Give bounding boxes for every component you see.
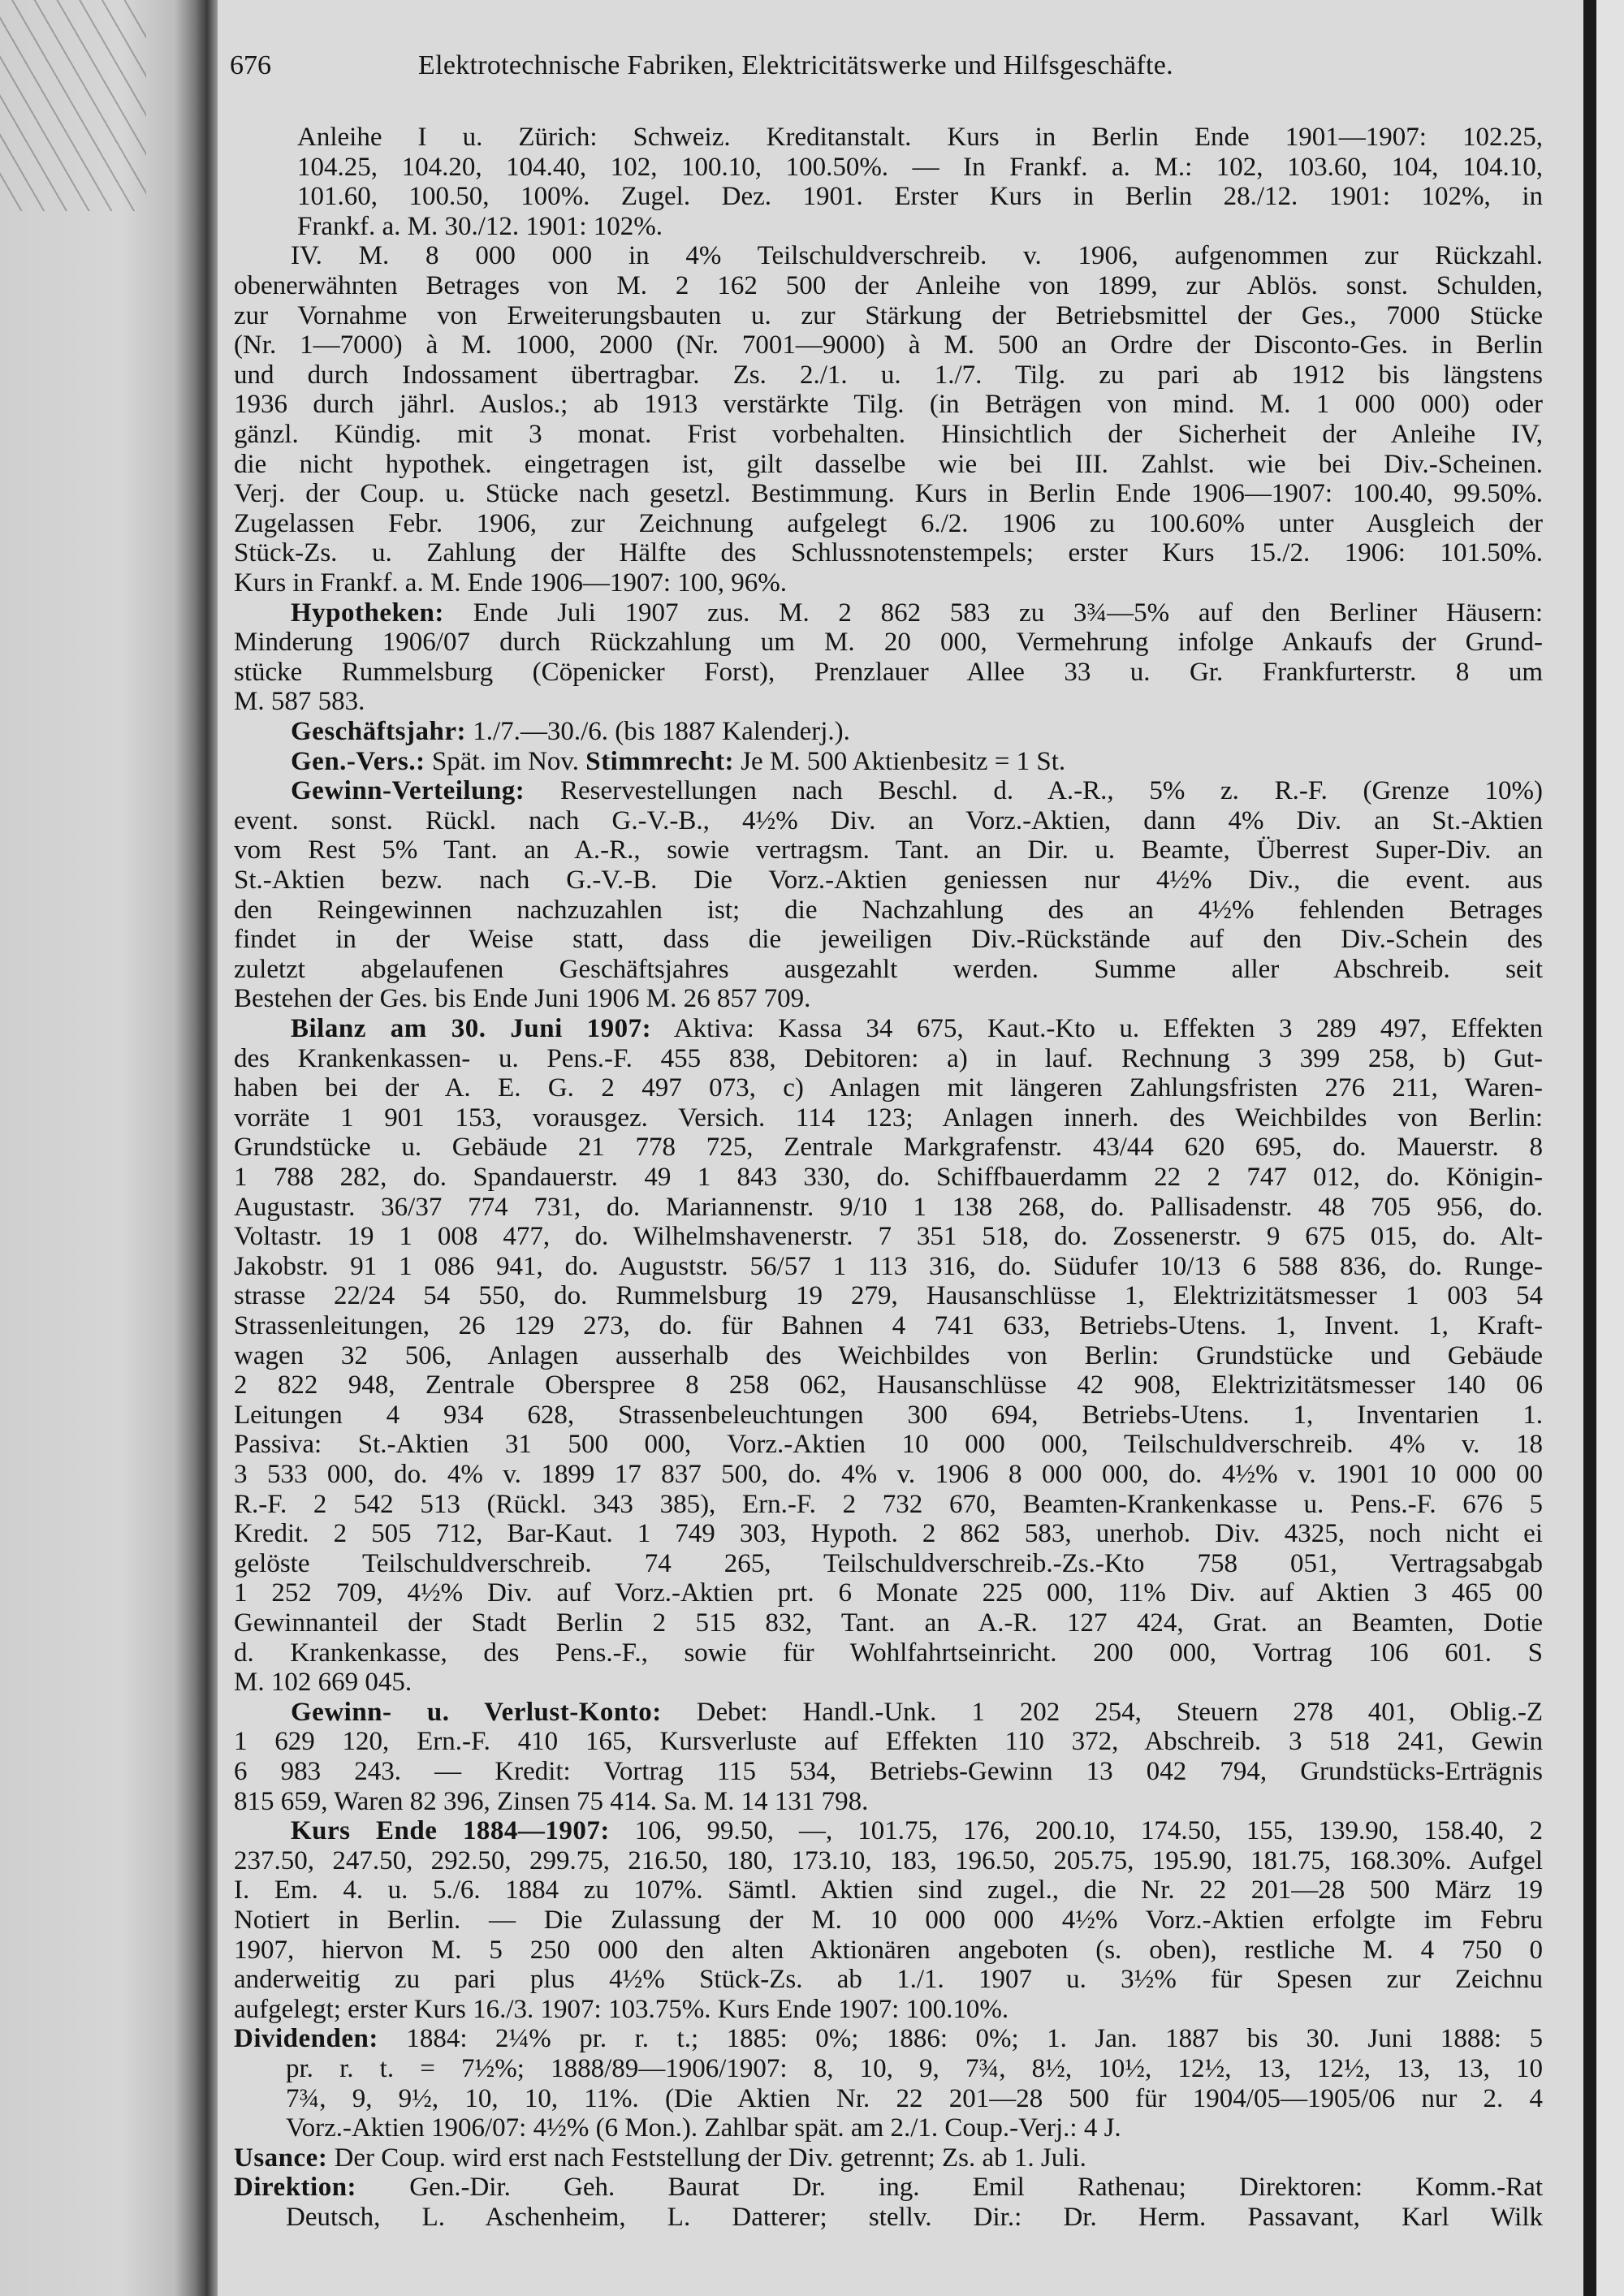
line-text: Aktiva: Kassa 34 675, Kaut.-Kto u. Effekten 3 289 497, Effekten: [651, 1014, 1543, 1043]
line-text: anderweitig zu pari plus 4½% Stück-Zs. ab 1./1. 1907 u. 3½% für Spesen zur Zeichnu: [234, 1965, 1543, 1995]
line-text: haben bei der A. E. G. 2 497 073, c) Anlagen mit längeren Zahlungsfristen 276 211, Waren-: [234, 1073, 1543, 1103]
line-text: I. Em. 4. u. 5./6. 1884 zu 107%. Sämtl. Aktien sind zugel., die Nr. 22 201—28 500 März 19: [234, 1875, 1543, 1905]
bold-heading: Hypotheken:: [291, 598, 444, 628]
text-line: [234, 955, 1543, 984]
line-text: M. 587 583.: [234, 687, 365, 717]
text-line: [234, 301, 1543, 330]
text-line: [234, 2173, 1543, 2202]
line-text: 1 629 120, Ern.-F. 410 165, Kursverluste auf Effekten 110 372, Abschreib. 3 518 241, Gewin: [234, 1727, 1543, 1757]
line-text: des Krankenkassen- u. Pens.-F. 455 838, Debitoren: a) in lauf. Rechnung 3 399 258, b) Gut-: [234, 1043, 1543, 1073]
text-line: [234, 509, 1543, 538]
text-line: [234, 1519, 1543, 1548]
line-text: d. Krankenkasse, des Pens.-F., sowie für Wohlfahrtseinricht. 200 000, Vortrag 106 601. S: [234, 1638, 1543, 1668]
line-text: Debet: Handl.-Unk. 1 202 254, Steuern 278 401, Oblig.-Z: [661, 1697, 1543, 1727]
text-line: [234, 360, 1543, 390]
text-line: [291, 598, 1543, 628]
line-text: Stück-Zs. u. Zahlung der Hälfte des Schlussnotenstempels; erster Kurs 15./2. 1906: 101.50%.: [234, 538, 1543, 568]
line-text: pr. r. t. = 7½%; 1888/89—1906/1907: 8, 10, 9, 7¾, 8½, 10½, 12½, 13, 12½, 13, 13, 10: [286, 2054, 1543, 2083]
text-line: [291, 1816, 1543, 1845]
text-line: [234, 479, 1543, 508]
bold-heading: Bilanz am 30. Juni 1907:: [291, 1014, 652, 1043]
text-line: [234, 568, 1543, 598]
text-line: [286, 2054, 1543, 2083]
line-text: 1./7.—30./6. (bis 1887 Kalenderj.).: [465, 717, 850, 746]
text-line: [291, 1014, 1543, 1043]
line-text: 2 822 948, Zentrale Oberspree 8 258 062, Hausanschlüsse 42 908, Elektrizitätsmesser 140 06: [234, 1370, 1543, 1400]
page-edge-bar: [1583, 0, 1596, 2296]
text-line: [234, 1905, 1543, 1935]
line-text: Augustastr. 36/37 774 731, do. Mariannenstr. 9/10 1 138 268, do. Pallisadenstr. 48 705 956, do.: [234, 1192, 1543, 1222]
line-text: Jakobstr. 91 1 086 941, do. Auguststr. 56/57 1 113 316, do. Südufer 10/13 6 588 836, do. Runge-: [234, 1251, 1543, 1281]
text-line: [286, 2113, 1543, 2143]
line-text: Bestehen der Ges. bis Ende Juni 1906 M. 26 857 709.: [234, 984, 811, 1014]
text-line: [297, 182, 1543, 211]
text-line: [291, 776, 1543, 805]
text-line: [291, 747, 1543, 776]
text-line: [234, 1460, 1543, 1489]
line-text: zuletzt abgelaufenen Geschäftsjahres ausgezahlt werden. Summe aller Abschreib. seit: [234, 954, 1543, 984]
text-line: [234, 835, 1543, 865]
text-line: [234, 628, 1543, 657]
text-line: [234, 1073, 1543, 1103]
text-line: [234, 1608, 1543, 1638]
text-line: [234, 390, 1543, 419]
text-line: [234, 896, 1543, 925]
line-text: gänzl. Kündig. mit 3 monat. Frist vorbehalten. Hinsichtlich der Sicherheit der Anleihe IV,: [234, 420, 1543, 449]
line-text: Voltastr. 19 1 008 477, do. Wilhelmshavenerstr. 7 351 518, do. Zossenerstr. 9 675 015, do. Alt-: [234, 1222, 1543, 1252]
text-line: [234, 1846, 1543, 1875]
bold-heading: Dividenden:: [234, 2024, 378, 2054]
line-text: Kredit. 2 505 712, Bar-Kaut. 1 749 303, Hypoth. 2 862 583, unerhob. Div. 4325, noch nicht ei: [234, 1519, 1543, 1549]
bold-heading: Gewinn- u. Verlust-Konto:: [291, 1697, 662, 1727]
text-line: [234, 1163, 1543, 1192]
line-text: 6 983 243. — Kredit: Vortrag 115 534, Betriebs-Gewinn 13 042 794, Grundstücks-Erträgnis: [234, 1757, 1543, 1786]
line-text: vorräte 1 901 153, vorausgez. Versich. 114 123; Anlagen innerh. des Weichbildes von Berlin:: [234, 1103, 1543, 1133]
line-text: 1936 durch jährl. Auslos.; ab 1913 verstärkte Tilg. (in Beträgen von mind. M. 1 000 000) oder: [234, 390, 1543, 420]
bold-heading: Geschäftsjahr:: [291, 717, 466, 746]
text-line: [297, 153, 1543, 182]
text-line: [234, 865, 1543, 895]
line-text: Gewinnanteil der Stadt Berlin 2 515 832, Tant. an A.-R. 127 424, Grat. an Beamten, Dotie: [234, 1608, 1543, 1638]
text-line: [234, 1222, 1543, 1251]
line-text: R.-F. 2 542 513 (Rückl. 343 385), Ern.-F. 2 732 670, Beamten-Krankenkasse u. Pens.-F. 676 5: [234, 1489, 1543, 1519]
text-line: [234, 1727, 1543, 1756]
line-text: Anleihe I u. Zürich: Schweiz. Kreditanstalt. Kurs in Berlin Ende 1901—1907: 102.25,: [297, 123, 1543, 152]
line-text: M. 102 669 045.: [234, 1668, 412, 1698]
text-line: [234, 1370, 1543, 1400]
text-line: [297, 212, 1543, 241]
text-line: [234, 658, 1543, 687]
line-text: 1907, hiervon M. 5 250 000 den alten Aktionären angeboten (s. oben), restliche M. 4 750 0: [234, 1935, 1543, 1965]
text-line: [234, 330, 1543, 360]
line-text: Frankf. a. M. 30./12. 1901: 102%.: [297, 211, 663, 241]
bold-heading: Gewinn-Verteilung:: [291, 776, 525, 806]
line-text: 815 659, Waren 82 396, Zinsen 75 414. Sa. M. 14 131 798.: [234, 1786, 869, 1816]
line-text: 104.25, 104.20, 104.40, 102, 100.10, 100.50%. — In Frankf. a. M.: 102, 103.60, 104, 104.10,: [297, 152, 1543, 182]
line-text: gelöste Teilschuldverschreib. 74 265, Teilschuldverschreib.-Zs.-Kto 758 051, Vertragsabgab: [234, 1548, 1543, 1578]
text-line: [234, 538, 1543, 568]
text-line: [234, 1133, 1543, 1162]
line-text: Verj. der Coup. u. Stücke nach gesetzl. Bestimmung. Kurs in Berlin Ende 1906—1907: 100.40, 99.50%.: [234, 479, 1543, 509]
line-text: stücke Rummelsburg (Cöpenicker Forst), Prenzlauer Allee 33 u. Gr. Frankfurterstr. 8 um: [234, 657, 1543, 687]
line-text: 1884: 2¼% pr. r. t.; 1885: 0%; 1886: 0%; 1. Jan. 1887 bis 30. Juni 1888: 5: [378, 2024, 1543, 2054]
line-text: Strassenleitungen, 26 129 273, do. für Bahnen 4 741 633, Betriebs-Utens. 1, Invent. 1, Kraft-: [234, 1311, 1543, 1340]
line-text: wagen 32 506, Anlagen ausserhalb des Weichbildes von Berlin: Grundstücke und Gebäude: [234, 1340, 1543, 1370]
line-text: Kurs in Frankf. a. M. Ende 1906—1907: 100, 96%.: [234, 568, 788, 598]
line-text: Passiva: St.-Aktien 31 500 000, Vorz.-Aktien 10 000 000, Teilschuldverschreib. 4% v. 18: [234, 1430, 1543, 1460]
text-line: [286, 2203, 1543, 2232]
bold-heading: Kurs Ende 1884—1907:: [291, 1816, 610, 1846]
text-line: [291, 717, 1543, 746]
line-text: Je M. 500 Aktienbesitz = 1 St.: [733, 746, 1066, 776]
text-line: [234, 806, 1543, 835]
line-text: findet in der Weise statt, dass die jeweiligen Div.-Rückstände auf den Div.-Schein des: [234, 925, 1543, 955]
line-text: 1 252 709, 4½% Div. auf Vorz.-Aktien prt. 6 Monate 225 000, 11% Div. auf Aktien 3 465 00: [234, 1578, 1543, 1608]
bold-heading: Direktion:: [234, 2173, 357, 2203]
bold-heading: Gen.-Vers.:: [291, 746, 425, 776]
line-text: zur Vornahme von Erweiterungsbauten u. zur Stärkung der Betriebsmittel der Ges., 7000 Stücke: [234, 300, 1543, 330]
line-text: 7¾, 9, 9½, 10, 10, 11%. (Die Aktien Nr. 22 201—28 500 für 1904/05—1905/06 nur 2. 4: [286, 2083, 1543, 2113]
text-line: [234, 1430, 1543, 1459]
page-number: 676: [230, 50, 271, 80]
text-line: [234, 1757, 1543, 1786]
line-text: Der Coup. wird erst nach Feststellung der Div. getrennt; Zs. ab 1. Juli.: [327, 2143, 1086, 2173]
text-line: [234, 271, 1543, 300]
text-line: [291, 241, 1543, 270]
line-text: Reservestellungen nach Beschl. d. A.-R., 5% z. R.-F. (Grenze 10%): [525, 776, 1543, 806]
bold-heading: Stimmrecht:: [585, 746, 734, 776]
line-text: vom Rest 5% Tant. an A.-R., sowie vertragsm. Tant. an Dir. u. Beamte, Überrest Super-Div. an: [234, 835, 1543, 865]
text-line: [286, 2084, 1543, 2113]
line-text: Zugelassen Febr. 1906, zur Zeichnung aufgelegt 6./2. 1906 zu 100.60% unter Ausgleich der: [234, 508, 1543, 538]
text-line: [234, 1965, 1543, 1994]
text-line: [234, 1578, 1543, 1608]
text-line: [234, 1995, 1543, 2024]
line-text: Deutsch, L. Aschenheim, L. Datterer; stellv. Dir.: Dr. Herm. Passavant, Karl Wilk: [286, 2203, 1543, 2232]
line-text: Vorz.-Aktien 1906/07: 4½% (6 Mon.). Zahlbar spät. am 2./1. Coup.-Verj.: 4 J.: [286, 2113, 1121, 2143]
line-text: den Reingewinnen nachzuzahlen ist; die Nachzahlung des an 4½% fehlenden Betrages: [234, 895, 1543, 925]
text-line: [234, 687, 1543, 716]
line-text: St.-Aktien bezw. nach G.-V.-B. Die Vorz.-Aktien geniessen nur 4½% Div., die event. aus: [234, 865, 1543, 895]
line-text: obenerwähnten Betrages von M. 2 162 500 der Anleihe von 1899, zur Ablös. sonst. Schulden,: [234, 271, 1543, 300]
line-text: 101.60, 100.50, 100%. Zugel. Dez. 1901. Erster Kurs in Berlin 28./12. 1901: 102%, in: [297, 182, 1543, 212]
line-text: 237.50, 247.50, 292.50, 299.75, 216.50, 180, 173.10, 183, 196.50, 205.75, 195.90, 181.75, 168.30%. Aufgel: [234, 1845, 1543, 1875]
text-line: [234, 2024, 1543, 2053]
running-title: Elektrotechnische Fabriken, Elektricitätswerke und Hilfsgeschäfte.: [418, 50, 1173, 80]
text-line: [234, 2143, 1543, 2173]
line-text: Gen.-Dir. Geh. Baurat Dr. ing. Emil Rathenau; Direktoren: Komm.-Rat: [356, 2173, 1543, 2203]
text-line: [234, 1281, 1543, 1310]
text-line: [234, 1311, 1543, 1340]
line-text: Minderung 1906/07 durch Rückzahlung um M. 20 000, Vermehrung infolge Ankaufs der Grund-: [234, 628, 1543, 658]
page-edge-margin: [1596, 0, 1624, 2296]
text-line: [234, 1936, 1543, 1965]
text-line: [234, 925, 1543, 954]
line-text: Ende Juli 1907 zus. M. 2 862 583 zu 3¾—5% auf den Berliner Häusern:: [443, 598, 1543, 628]
text-line: [234, 1638, 1543, 1668]
text-line: [234, 984, 1543, 1013]
text-line: [234, 1193, 1543, 1222]
text-line: [234, 1252, 1543, 1281]
line-text: 106, 99.50, —, 101.75, 176, 200.10, 174.50, 155, 139.90, 158.40, 2: [609, 1816, 1543, 1846]
line-text: (Nr. 1—7000) à M. 1000, 2000 (Nr. 7001—9000) à M. 500 an Ordre der Disconto-Ges. in Berlin: [234, 330, 1543, 360]
text-line: [234, 1549, 1543, 1578]
line-text: Leitungen 4 934 628, Strassenbeleuchtungen 300 694, Betriebs-Utens. 1, Inventarien 1.: [234, 1400, 1543, 1430]
text-line: [234, 1400, 1543, 1430]
line-text: Spät. im Nov.: [425, 746, 586, 776]
line-text: und durch Indossament übertragbar. Zs. 2./1. u. 1./7. Tilg. zu pari ab 1912 bis längstens: [234, 360, 1543, 390]
text-line: [234, 1341, 1543, 1370]
bold-heading: Usance:: [234, 2143, 328, 2173]
text-line: [234, 1103, 1543, 1133]
line-text: IV. M. 8 000 000 in 4% Teilschuldverschreib. v. 1906, aufgenommen zur Rückzahl.: [291, 241, 1543, 271]
line-text: strasse 22/24 54 550, do. Rummelsburg 19 279, Hausanschlüsse 1, Elektrizitätsmesser 1 003 54: [234, 1281, 1543, 1311]
line-text: 3 533 000, do. 4% v. 1899 17 837 500, do. 4% v. 1906 8 000 000, do. 4½% v. 1901 10 000 00: [234, 1460, 1543, 1489]
line-text: aufgelegt; erster Kurs 16./3. 1907: 103.75%. Kurs Ende 1907: 100.10%.: [234, 1994, 1009, 2024]
text-line: [234, 1875, 1543, 1905]
line-text: Grundstücke u. Gebäude 21 778 725, Zentrale Markgrafenstr. 43/44 620 695, do. Mauerstr. 8: [234, 1133, 1543, 1163]
line-text: 1 788 282, do. Spandauerstr. 49 1 843 330, do. Schiffbauerdamm 22 2 747 012, do. Königin-: [234, 1163, 1543, 1192]
text-line: [234, 1044, 1543, 1073]
text-line: [234, 420, 1543, 449]
text-line: [234, 1787, 1543, 1816]
line-text: event. sonst. Rückl. nach G.-V.-B., 4½% Div. an Vorz.-Aktien, dann 4% Div. an St.-Aktien: [234, 805, 1543, 835]
text-line: [234, 1490, 1543, 1519]
text-line: [234, 1668, 1543, 1697]
text-line: [297, 123, 1543, 152]
text-line: [291, 1698, 1543, 1727]
line-text: Notiert in Berlin. — Die Zulassung der M. 10 000 000 4½% Vorz.-Aktien erfolgte im Febru: [234, 1905, 1543, 1935]
line-text: die nicht hypothek. eingetragen ist, gilt dasselbe wie bei III. Zahlst. wie bei Div.-Scheinen.: [234, 449, 1543, 479]
text-line: [234, 450, 1543, 479]
